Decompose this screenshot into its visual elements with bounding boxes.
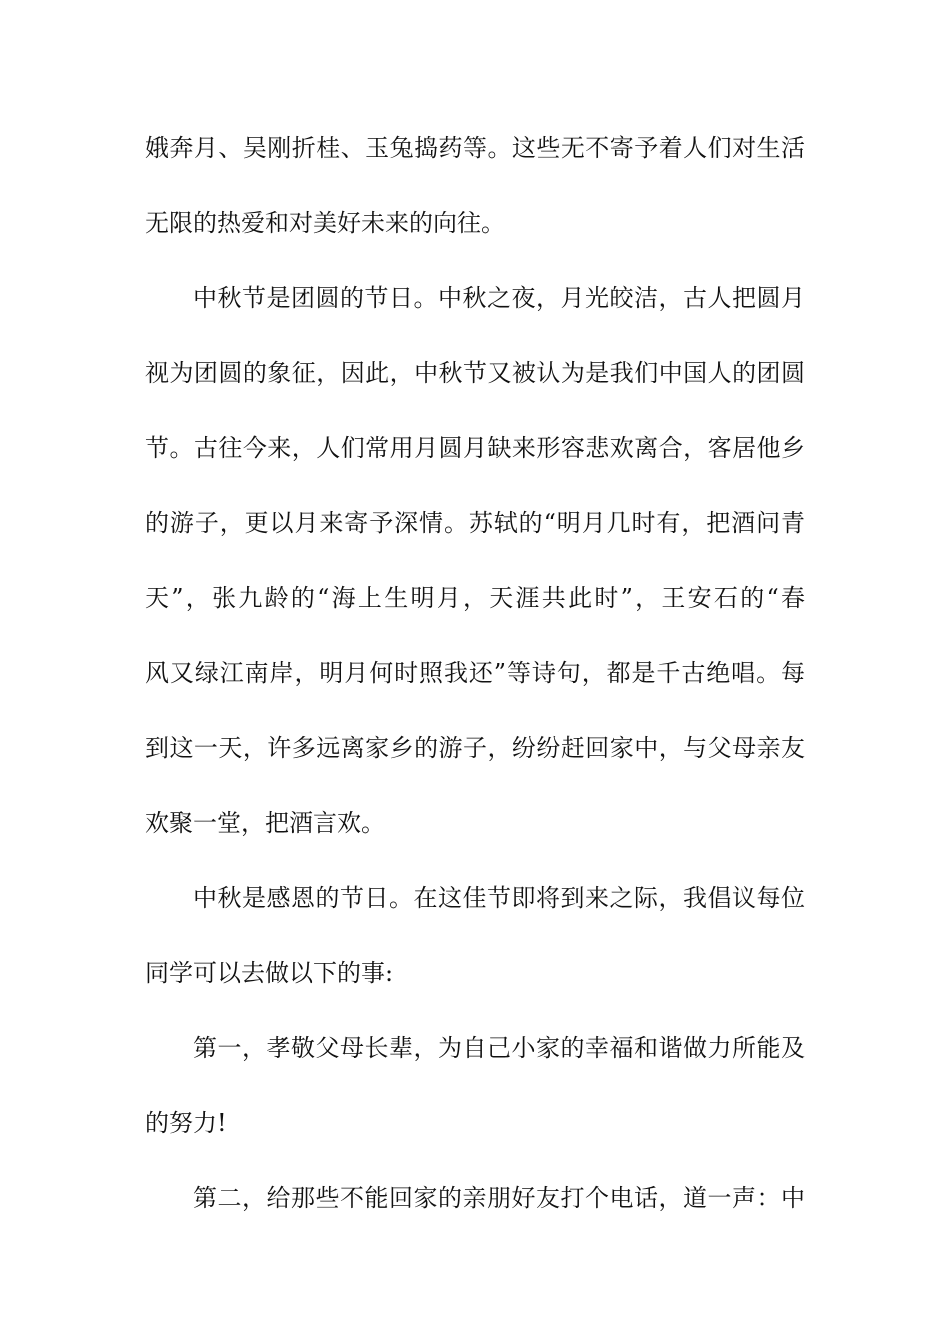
paragraph-3 bbox=[145, 880, 805, 993]
text-line: 第一，孝敬父母长辈，为自己小家的幸福和谐做力所能及 bbox=[193, 1034, 805, 1062]
document-body bbox=[145, 130, 805, 1218]
text-line: 天”，张九龄的“海上生明月，天涯共此时”，王安石的“春 bbox=[145, 584, 805, 612]
text-line: 风又绿江南岸，明月何时照我还”等诗句，都是千古绝唱。每 bbox=[145, 659, 805, 687]
text-line: 同学可以去做以下的事: bbox=[145, 959, 394, 987]
text-line: 的游子，更以月来寄予深情。苏轼的“明月几时有，把酒问青 bbox=[145, 509, 805, 537]
paragraph-5 bbox=[145, 1180, 805, 1218]
text-line: 中秋节是团圆的节日。中秋之夜，月光皎洁，古人把圆月 bbox=[193, 284, 805, 312]
text-line: 第二，给那些不能回家的亲朋好友打个电话，道一声：中 bbox=[193, 1184, 805, 1212]
text-line: 视为团圆的象征，因此，中秋节又被认为是我们中国人的团圆 bbox=[145, 359, 805, 387]
text-line: 节。古往今来，人们常用月圆月缺来形容悲欢离合，客居他乡 bbox=[145, 434, 805, 462]
paragraph-1 bbox=[145, 130, 805, 243]
text-line: 的努力! bbox=[145, 1109, 227, 1137]
paragraph-4 bbox=[145, 1030, 805, 1143]
text-line: 到这一天，许多远离家乡的游子，纷纷赶回家中，与父母亲友 bbox=[145, 734, 805, 762]
text-line: 欢聚一堂，把酒言欢。 bbox=[145, 809, 385, 837]
paragraph-2 bbox=[145, 280, 805, 843]
text-line: 无限的热爱和对美好未来的向往。 bbox=[145, 209, 505, 237]
text-line: 中秋是感恩的节日。在这佳节即将到来之际，我倡议每位 bbox=[193, 884, 805, 912]
text-line: 娥奔月、吴刚折桂、玉兔捣药等。这些无不寄予着人们对生活 bbox=[145, 134, 805, 162]
